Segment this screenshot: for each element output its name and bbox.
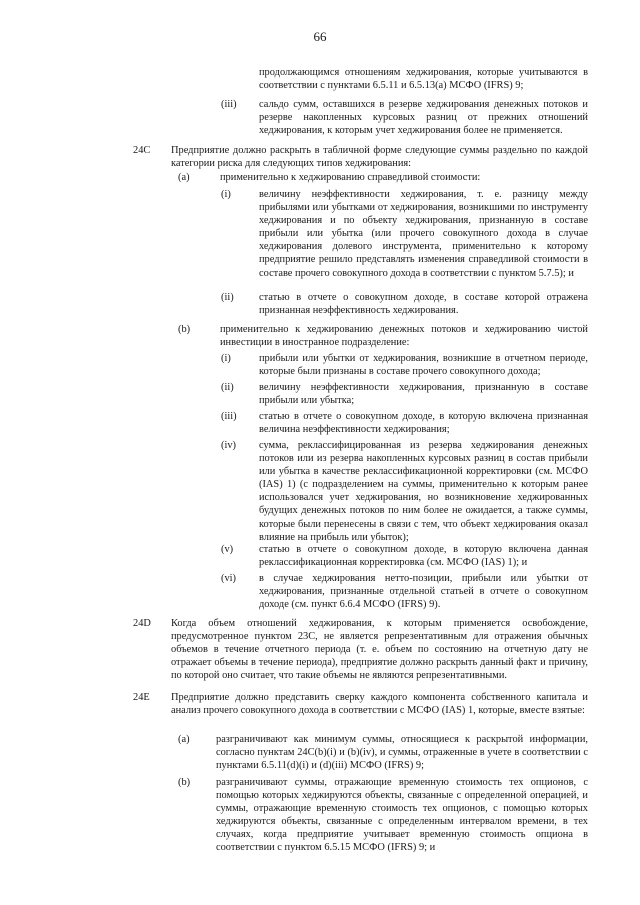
item-24c-b-iii-text: статью в отчете о совокупном доходе, в которую включена признанная величина неэффективности хеджирования; (259, 411, 588, 436)
item-24c-b-iv-label: (iv) (221, 440, 237, 451)
item-24c-b-i-text: прибыли или убытки от хеджирования, возникшие в отчетном периоде, которые были признаны в составе прочего совокупного дохода; (259, 353, 588, 378)
continuation-text: продолжающимся отношениям хеджирования, которые учитываются в соответствии с пунктами 6.5.11 и 6.5.13(a) МСФО (IFRS) 9; (259, 67, 588, 92)
item-24e-b-text: разграничивают суммы, отражающие временную стоимость тех опционов, с помощью которых хеджируются объекты, связанные с определенной операцией, и суммы, отражающие временную стоимость тех опционов, с помощью которых хеджируются объекты, связанные с определенным интервалом времени, в тех случаях, когда предприятие учитывает временную стоимость опциона в соответствии с пунктом 6.5.15 МСФО (IFRS) 9; и (216, 777, 588, 854)
item-24c-a-label: (a) (178, 172, 190, 183)
item-24c-a-i-text: величину неэффективности хеджирования, т. е. разницу между прибылями или убытками от хеджирования, возникшими по инструменту хеджирования и по объекту хеджирования, признанную в составе прибыли или убытка (или прочего совокупного дохода в случае хеджирования долевого инструмента, применительно к которому предприятие решило представлять изменения справедливой стоимости в составе прочего совокупного дохода в соответствии с пунктом 5.7.5); и (259, 189, 588, 279)
item-24c-b-i-label: (i) (221, 353, 231, 364)
item-24c-b-ii-text: величину неэффективности хеджирования, признанную в составе прибыли или убытка; (259, 382, 588, 407)
paragraph-number-24e: 24E (133, 692, 150, 703)
paragraph-number-24c: 24C (133, 145, 151, 156)
item-24c-b-vi-label: (vi) (221, 573, 237, 584)
paragraph-24d-text: Когда объем отношений хеджирования, к которым применяется освобождение, предусмотренное пунктом 23C, не является репрезентативным для отражения обычных объемов в течение отчетного периода (т. е. объем по состоянию на отчетную дату не отражает объемы в течение периода), предприятие должно раскрыть данный факт и причину, по которой оно считает, что такие объемы не являются репрезентативными. (171, 618, 588, 682)
item-24c-a-i-label: (i) (221, 189, 231, 200)
paragraph-number-24d: 24D (133, 618, 151, 629)
paragraph-24c-text: Предприятие должно раскрыть в табличной форме следующие суммы раздельно по каждой категории риска для следующих типов хеджирования: (171, 145, 588, 170)
item-24e-b-label: (b) (178, 777, 191, 788)
item-24c-b-v-label: (v) (221, 544, 234, 555)
item-iii-label: (iii) (221, 99, 237, 110)
item-24c-b-vi-text: в случае хеджирования нетто-позиции, прибыли или убытки от хеджирования, признанные отдельной статьей в отчете о совокупном доходе (см. пункт 6.6.4 МСФО (IFRS) 9). (259, 573, 588, 611)
item-24c-a-text: применительно к хеджированию справедливой стоимости: (220, 172, 481, 183)
item-24c-a-ii-text: статью в отчете о совокупном доходе, в составе которой отражена признанная неэффективность хеджирования. (259, 292, 588, 317)
item-24e-a-label: (a) (178, 734, 190, 745)
page-number: 66 (313, 29, 327, 44)
item-24c-b-v-text: статью в отчете о совокупном доходе, в которую включена данная реклассификационная корректировка (см. МСФО (IAS) 1); и (259, 544, 588, 569)
paragraph-24e-text: Предприятие должно представить сверку каждого компонента собственного капитала и анализ прочего совокупного дохода в соответствии с МСФО (IAS) 1, которые, вместе взятые: (171, 692, 588, 717)
item-24e-a-text: разграничивают как минимум суммы, относящиеся к раскрытой информации, согласно пунктам 24C(b)(i) и (b)(iv), и суммы, отраженные в учете в соответствии с пунктами 6.5.11(d)(i) и (d)(iii) МСФО (IFRS) 9; (216, 734, 588, 772)
item-24c-b-iv-text: сумма, реклассифицированная из резерва хеджирования денежных потоков или из резерва накопленных курсовых разниц в состав прибыли или убытка в качестве реклассификационной корректировки (см. МСФО (IAS) 1) (с подразделением на суммы, применительно к которым ранее использовался учет хеджирования, но возникновение хеджированных будущих денежных потоков по ним более не ожидается, а также суммы, которые были перенесены в связи с тем, что объект хеджирования оказал влияние на прибыль или убыток); (259, 440, 588, 543)
item-24c-a-ii-label: (ii) (221, 292, 234, 303)
item-24c-b-iii-label: (iii) (221, 411, 237, 422)
item-iii-text: сальдо сумм, оставшихся в резерве хеджирования денежных потоков и резерве накопленных курсовых разниц от прежних отношений хеджирования, к которым учет хеджирования более не применяется. (259, 99, 588, 137)
item-24c-b-ii-label: (ii) (221, 382, 234, 393)
item-24c-b-text: применительно к хеджированию денежных потоков и хеджированию чистой инвестиции в иностранное подразделение: (220, 324, 588, 349)
item-24c-b-label: (b) (178, 324, 191, 335)
